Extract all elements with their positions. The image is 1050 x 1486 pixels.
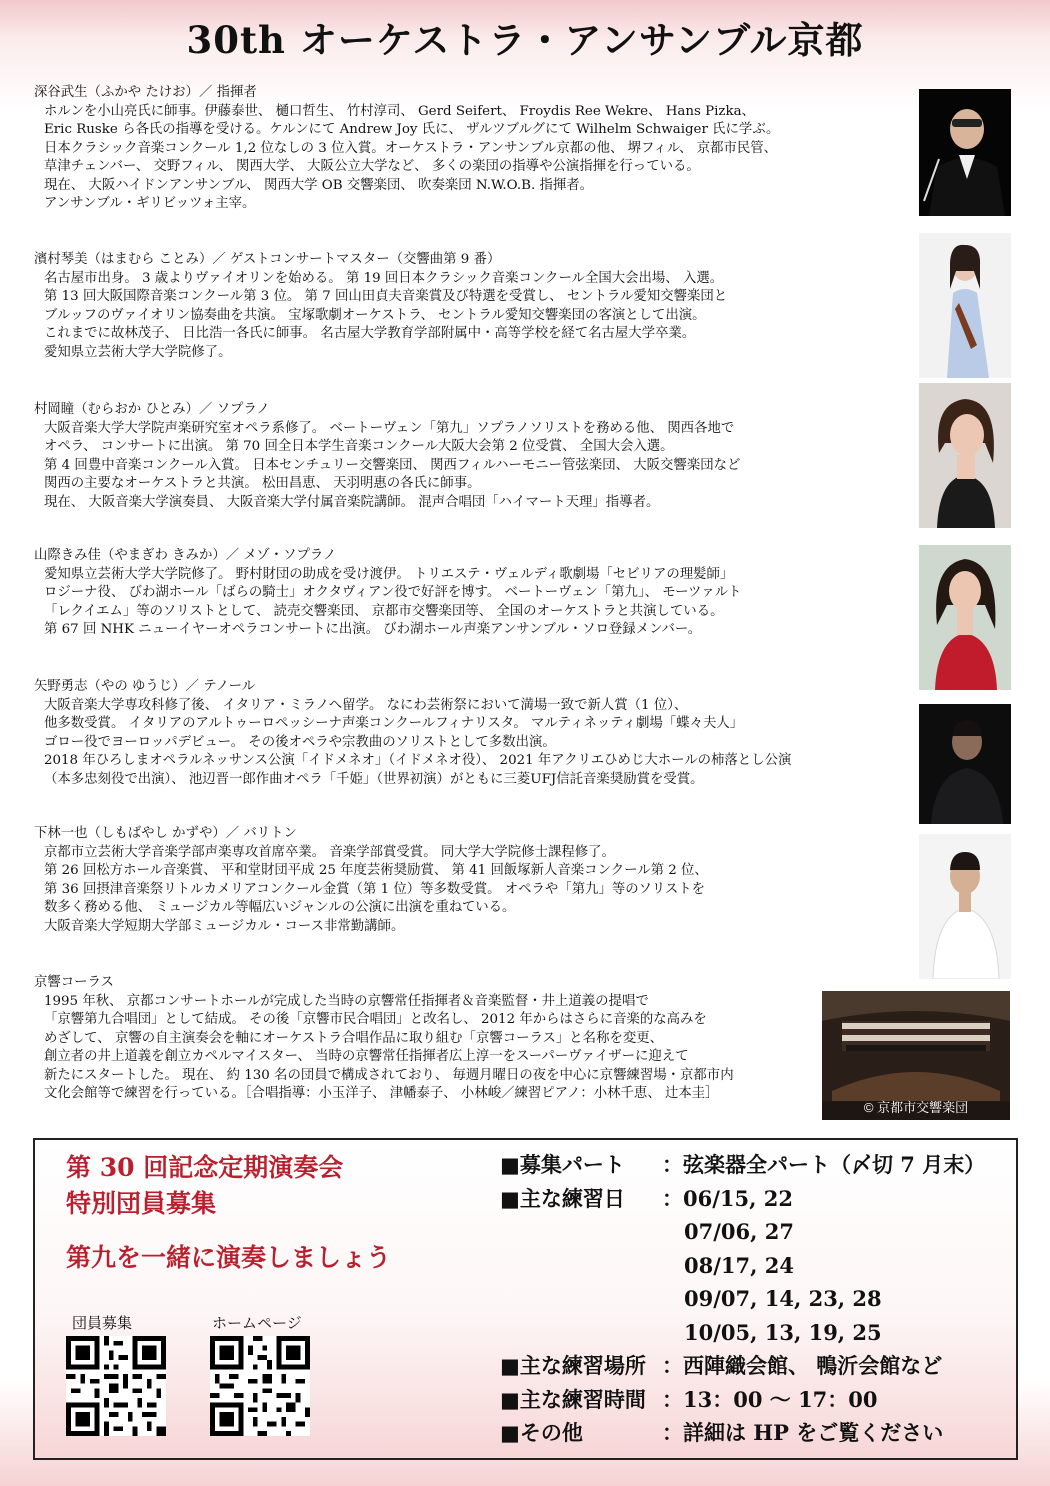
bio-line: 関西の主要なオーケストラと共演。 松田昌恵、 天羽明惠の各氏に師事。: [44, 476, 481, 491]
info-label: ■主な練習場所: [500, 1353, 646, 1378]
mezzo-photo: [919, 545, 1011, 690]
bio-soprano: [34, 401, 914, 512]
info-value: 10/05, 13, 19, 25: [684, 1319, 882, 1345]
bio-line: 第 36 回摂津音楽祭リトルカメリアコンクール金賞（第 1 位）等多数受賞。 オペラや「第九」等のソリストを: [44, 881, 706, 897]
bio-line: ホルンを小山亮氏に師事。伊藤泰世、 樋口哲生、 竹村淳司、 Gerd Seifert、 Froydis Ree Wekre、 Hans Pizka、: [44, 103, 755, 119]
recruit-slogan: 第九を一緒に演奏しましょう: [66, 1243, 392, 1272]
bio-line: 第 67 回 NHK ニューイヤーオペラコンサートに出演。 びわ湖ホール声楽アンサンブル・ソロ登録メンバー。: [44, 622, 702, 637]
bio-line: 大阪音楽大学大学院声楽研究室オペラ系修了。 ベートーヴェン「第九」ソプラノソリストを務める他、 関西各地で: [44, 420, 735, 436]
bio-line: 現在、 大阪ハイドンアンサンブル、 関西大学 OB 交響楽団、 吹奏楽団 N.W.O.B. 指揮者。: [44, 177, 594, 193]
qr-label-homepage: ホームページ: [212, 1314, 302, 1332]
tenor-photo: [919, 704, 1011, 824]
bio-line: 2018 年ひろしまオペラルネッサンス公演「イドメネオ」（イドメネオ役）、 2021 年アクリエひめじ大ホールの柿落とし公演: [44, 753, 792, 768]
bio-line: 日本クラシック音楽コンクール 1,2 位なしの 3 位入賞。オーケストラ・アンサンブル京都の他、 堺フィル、 京都市民管、: [44, 140, 778, 156]
soprano-photo: [919, 383, 1011, 528]
bio-line: アンサンブル・ギリビッツォ主宰。: [44, 196, 256, 211]
bio-tenor: [34, 678, 914, 789]
bio-concertmaster: [34, 251, 914, 362]
bio-line: 現在、 大阪音楽大学演奏員、 大阪音楽大学付属音楽院講師。 混声合唱団「ハイマート天理」指導者。: [44, 494, 660, 510]
bio-line: Eric Ruske ら各氏の指導を受ける。ケルンにて Andrew Joy 氏に、 ザルツブルグにて Wilhelm Schwaiger 氏に学ぶ。: [44, 122, 780, 137]
bio-line: 他多数受賞。 イタリアのアルトゥーロペッシーナ声楽コンクールフィナリスタ。 マルティネッティ劇場「蝶々夫人」: [44, 716, 744, 731]
bio-line: 大阪音楽大学専攻科修了後、 イタリア・ミラノへ留学。 なにわ芸術祭において満場一致で新人賞（1 位）、: [44, 697, 688, 713]
bio-chorus: [34, 974, 824, 1104]
bio-line: ブルッフのヴァイオリン協奏曲を共演。 宝塚歌劇オーケストラ、 セントラル愛知交響楽団の客演として出演。: [44, 307, 706, 323]
bio-mezzo: [34, 547, 914, 640]
info-label: ■募集パート: [500, 1152, 625, 1177]
bio-heading: 村岡瞳（むらおか ひとみ）／ ソプラノ: [34, 402, 270, 417]
bio-line: 愛知県立芸術大学大学院修了。: [44, 344, 232, 360]
qr-label-members: 団員募集: [72, 1314, 133, 1332]
info-label: ■その他: [500, 1420, 583, 1445]
page-title: 30th オーケストラ・アンサンブル京都: [186, 18, 864, 62]
concertmaster-photo: [919, 233, 1011, 378]
bio-line: ロジーナ役、 びわ湖ホール「ばらの騎士」オクタヴィアン役で好評を博す。 ベートーヴェン「第九」、 モーツァルト: [44, 585, 742, 600]
bio-heading: 濱村琴美（はまむら ことみ）／ ゲストコンサートマスター（交響曲第 9 番）: [34, 252, 501, 267]
bio-line: 草津チェンバー、 交野フィル、 関西大学、 大阪公立大学など、 多くの楽団の指導や公演指揮を行っている。: [44, 159, 700, 174]
info-label: ■主な練習日: [500, 1185, 625, 1211]
bio-line: 「レクイエム」等のソリストとして、 読売交響楽団、 京都市交響楽団等、 全国のオーケストラと共演している。: [44, 603, 724, 619]
info-value: ：13：00 ～ 17：00: [662, 1386, 878, 1412]
info-label: ■主な練習時間: [500, 1386, 646, 1412]
bio-heading: 京響コーラス: [34, 975, 114, 990]
info-value: 09/07, 14, 23, 28: [684, 1286, 882, 1311]
bio-line: 大阪音楽大学短期大学部ミュージカル・コース非常勤講師。: [44, 918, 405, 934]
bio-line: ゴロー役でヨーロッパデビュー。 その後オペラや宗教曲のソリストとして多数出演。: [44, 734, 556, 750]
bio-baritone: [34, 825, 914, 936]
info-value: ：弦楽器全パート（〆切 7 月末）: [662, 1152, 986, 1177]
photo-credit: © 京都市交響楽団: [863, 1100, 969, 1115]
baritone-photo: [919, 834, 1011, 979]
bio-line: 第 4 回豊中音楽コンクール入賞。 日本センチュリー交響楽団、 関西フィルハーモニー管弦楽団、 大阪交響楽団など: [44, 457, 741, 473]
bio-heading: 矢野勇志（やの ゆうじ）／ テノール: [34, 679, 256, 694]
bio-line: 名古屋市出身。 3 歳よりヴァイオリンを始める。 第 19 回日本クラシック音楽コンクール全国大会出場、 入選。: [44, 270, 724, 286]
info-value: 07/06, 27: [684, 1219, 794, 1244]
bio-heading: 下林一也（しもばやし かずや）／ バリトン: [34, 826, 297, 841]
bio-line: オペラ、 コンサートに出演。 第 70 回全日本学生音楽コンクール大阪大会第 2 位受賞、 全国大会入選。: [44, 439, 674, 454]
bio-conductor: [34, 84, 914, 214]
bio-line: 「京響第九合唱団」として結成。 その後「京響市民合唱団」と改名し、 2012 年からはさらに音楽的な高みを: [44, 1012, 707, 1027]
info-value: ：詳細は HP をご覧ください: [662, 1420, 944, 1445]
bio-heading: 深谷武生（ふかや たけお）／ 指揮者: [34, 85, 257, 100]
info-value: ：西陣織会館、 鴨沂会館など: [662, 1353, 943, 1378]
recruit-subheading: 特別団員募集: [66, 1189, 217, 1218]
bio-line: 第 13 回大阪国際音楽コンクール第 3 位。 第 7 回山田貞夫音楽賞及び特選を受賞し、 セントラル愛知交響楽団と: [44, 289, 728, 304]
bio-line: 数多く務める他、 ミュージカル等幅広いジャンルの公演に出演を重ねている。: [44, 900, 516, 915]
bio-line: 第 26 回松方ホール音楽賞、 平和堂財団平成 25 年度芸術奨励賞、 第 41 回飯塚新人音楽コンクール第 2 位、: [44, 863, 708, 878]
conductor-photo: [919, 89, 1011, 216]
bio-line: これまでに故林茂子、 日比浩一各氏に師事。 名古屋大学教育学部附属中・高等学校を経て名古屋大学卒業。: [44, 326, 696, 341]
bio-line: 文化会館等で練習を行っている。［合唱指導：小玉洋子、 津幡泰子、 小林峻／練習ピアノ：小林千恵、 辻本圭］: [44, 1086, 719, 1101]
bio-line: （本多忠刻役で出演）、 池辺晋一郎作曲オペラ「千姫」（世界初演）がともに三菱UFJ信託音楽奨励賞を受賞。: [44, 771, 704, 787]
bio-line: 1995 年秋、 京都コンサートホールが完成した当時の京響常任指揮者＆音楽監督・井上道義の提唱で: [44, 993, 649, 1009]
bio-line: 創立者の井上道義を創立カペルマイスター、 当時の京響常任指揮者広上淳一をスーパーヴァイザーに迎えて: [44, 1049, 689, 1064]
bio-line: 愛知県立芸術大学大学院修了。 野村財団の助成を受け渡伊。 トリエステ・ヴェルディ歌劇場「セビリアの理髪師」: [44, 566, 734, 582]
chorus-photo: [822, 991, 1010, 1120]
info-value: ：06/15, 22: [662, 1185, 793, 1211]
recruit-heading: 第 30 回記念定期演奏会: [66, 1153, 344, 1182]
info-value: 08/17, 24: [684, 1252, 794, 1278]
bio-line: めざして、 京響の自主演奏会を軸にオーケストラ合唱作品に取り組む「京響コーラス」と名称を変更、: [44, 1030, 664, 1046]
qr-code-homepage[interactable]: [210, 1336, 310, 1436]
bio-heading: 山際きみ佳（やまぎわ きみか）／ メゾ・ソプラノ: [34, 548, 337, 563]
bio-line: 京都市立芸術大学音楽学部声楽専攻首席卒業。 音楽学部賞受賞。 同大学大学院修士課程修了。: [44, 844, 615, 860]
qr-code-members[interactable]: [66, 1336, 166, 1436]
bio-line: 新たにスタートした。 現在、 約 130 名の団員で構成されており、 毎週月曜日の夜を中心に京響練習場・京都市内: [44, 1067, 734, 1083]
